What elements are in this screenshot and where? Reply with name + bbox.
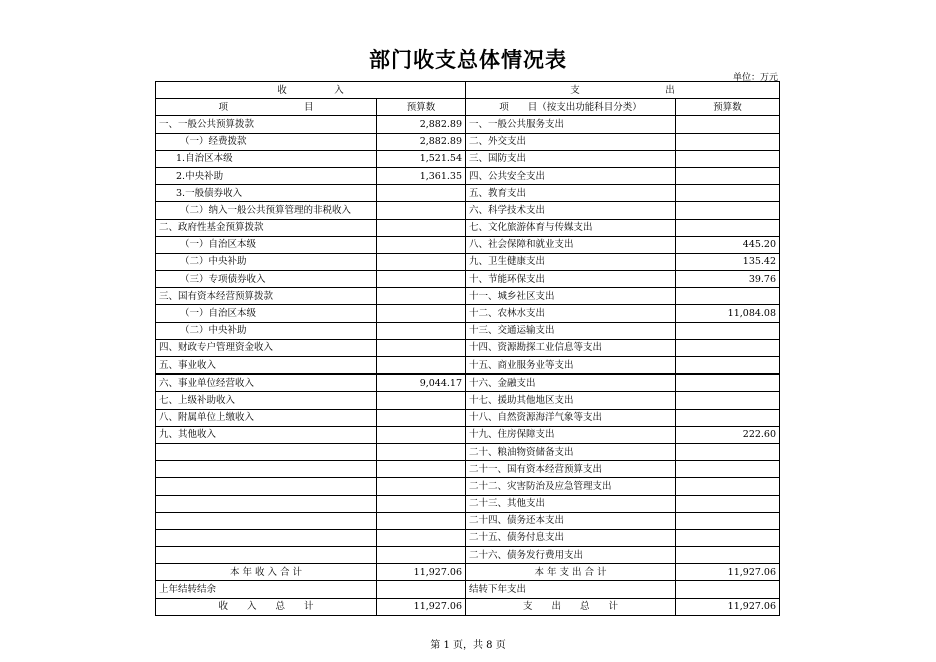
grand-total-row [156,598,780,615]
income-item [156,443,377,460]
expense-item: 二十三、其他支出 [466,495,676,512]
table-row [156,185,780,202]
table-row [156,253,780,270]
table-row [156,426,780,443]
expense-value [676,547,780,564]
income-value [377,305,466,322]
income-value [377,409,466,426]
table-row [156,133,780,150]
income-item [156,461,377,478]
income-item: （一）自治区本级 [156,305,377,322]
expense-header: 支 出 [466,82,780,99]
expense-item: 十一、城乡社区支出 [466,288,676,305]
page-title: 部门收支总体情况表 [369,47,567,72]
table-row [156,461,780,478]
income-item: （一）经费拨款 [156,133,377,150]
income-value [377,357,466,375]
expense-value: 39.76 [676,271,780,288]
income-item [156,495,377,512]
expense-year-total-label: 本 年 支 出 合 计 [466,564,676,581]
expense-item: 十五、商业服务业等支出 [466,357,676,375]
income-grand-total-value: 11,927.06 [377,598,466,615]
table-row [156,495,780,512]
expense-item: 十二、农林水支出 [466,305,676,322]
income-item: （二）中央补助 [156,322,377,339]
table-row [156,271,780,288]
income-item [156,512,377,529]
expense-value [676,409,780,426]
table-row [156,322,780,339]
table-row [156,167,780,184]
expense-value [676,512,780,529]
income-value [377,547,466,564]
table-row [156,202,780,219]
income-item: （一）自治区本级 [156,236,377,253]
table-row [156,374,780,392]
expense-item: 七、文化旅游体育与传媒支出 [466,219,676,236]
table-row [156,116,780,133]
expense-item: 二十四、债务还本支出 [466,512,676,529]
income-value [377,253,466,270]
budget-right-header: 预算数 [676,99,780,116]
expense-item: 六、科学技术支出 [466,202,676,219]
income-item: 2.中央补助 [156,167,377,184]
expense-item: 四、公共安全支出 [466,167,676,184]
expense-item: 二十、粮油物资储备支出 [466,443,676,460]
expense-value [676,322,780,339]
income-value [377,461,466,478]
table-row [156,305,780,322]
income-value [377,322,466,339]
header-row-columns [156,99,780,116]
table-row [156,339,780,356]
income-value [377,219,466,236]
expense-value [676,167,780,184]
income-item: 1.自治区本级 [156,150,377,167]
expense-grand-total-value: 11,927.06 [676,598,780,615]
income-value [377,339,466,356]
expense-value: 135.42 [676,253,780,270]
expense-item: 十七、援助其他地区支出 [466,392,676,409]
header-row-sections [156,82,780,99]
income-year-total-label: 本 年 收 入 合 计 [156,564,377,581]
expense-item: 十三、交通运输支出 [466,322,676,339]
income-value: 1,521.54 [377,150,466,167]
income-item [156,547,377,564]
item-right-header: 项 目（按支出功能科目分类） [466,99,676,116]
expense-value [676,374,780,392]
income-value [377,529,466,546]
expense-item: 九、卫生健康支出 [466,253,676,270]
expense-value [676,339,780,356]
table-row [156,357,780,375]
expense-value [676,133,780,150]
table-row [156,409,780,426]
expense-value [676,392,780,409]
unit-label: 单位：万元 [732,73,778,83]
expense-item: 二十六、债务发行费用支出 [466,547,676,564]
income-value [377,392,466,409]
expense-value [676,495,780,512]
table-row [156,443,780,460]
expense-item: 十六、金融支出 [466,374,676,392]
income-item: 八、附属单位上缴收入 [156,409,377,426]
income-item: 五、事业收入 [156,357,377,375]
expense-value [676,357,780,375]
income-value: 2,882.89 [377,133,466,150]
expense-value [676,202,780,219]
item-left-header: 项 目 [156,99,377,116]
expense-item: 二、外交支出 [466,133,676,150]
expense-item: 二十一、国有资本经营预算支出 [466,461,676,478]
expense-grand-total-label: 支 出 总 计 [466,598,676,615]
expense-item: 十八、自然资源海洋气象等支出 [466,409,676,426]
income-value [377,288,466,305]
income-value [377,478,466,495]
expense-value [676,150,780,167]
table-row [156,150,780,167]
expense-value [676,288,780,305]
income-value [377,236,466,253]
income-value [377,271,466,288]
income-item: （二）中央补助 [156,253,377,270]
table-row [156,236,780,253]
income-value [377,443,466,460]
income-item [156,478,377,495]
income-value: 1,361.35 [377,167,466,184]
expense-value [676,219,780,236]
expense-value [676,116,780,133]
income-item: 九、其他收入 [156,426,377,443]
expense-value: 11,084.08 [676,305,780,322]
income-item: 六、事业单位经营收入 [156,374,377,392]
expense-value [676,478,780,495]
expense-value [676,529,780,546]
expense-item: 二十二、灾害防治及应急管理支出 [466,478,676,495]
carry-row [156,581,780,598]
budget-table [155,81,780,616]
table-row [156,392,780,409]
income-value [377,512,466,529]
income-year-total-value: 11,927.06 [377,564,466,581]
income-value: 2,882.89 [377,116,466,133]
income-header: 收 入 [156,82,466,99]
income-item: （三）专项债券收入 [156,271,377,288]
expense-item: 十九、住房保障支出 [466,426,676,443]
income-value [377,495,466,512]
income-value [377,185,466,202]
income-value [377,426,466,443]
expense-value [676,461,780,478]
carry-out-value [676,581,780,598]
table-row [156,288,780,305]
income-value: 9,044.17 [377,374,466,392]
expense-item: 一、一般公共服务支出 [466,116,676,133]
carry-in-value [377,581,466,598]
expense-item: 十四、资源勘探工业信息等支出 [466,339,676,356]
table-row [156,512,780,529]
carry-in-label: 上年结转结余 [156,581,377,598]
income-item: 3.一般债券收入 [156,185,377,202]
table-row [156,547,780,564]
expense-year-total-value: 11,927.06 [676,564,780,581]
expense-item: 十、节能环保支出 [466,271,676,288]
income-item: 三、国有资本经营预算拨款 [156,288,377,305]
income-item [156,529,377,546]
budget-left-header: 预算数 [377,99,466,116]
income-item: 一、一般公共预算拨款 [156,116,377,133]
table-row [156,529,780,546]
income-item: （二）纳入一般公共预算管理的非税收入 [156,202,377,219]
expense-item: 二十五、债务付息支出 [466,529,676,546]
income-item: 二、政府性基金预算拨款 [156,219,377,236]
expense-value [676,185,780,202]
income-item: 七、上级补助收入 [156,392,377,409]
income-grand-total-label: 收 入 总 计 [156,598,377,615]
income-item: 四、财政专户管理资金收入 [156,339,377,356]
table-row [156,219,780,236]
expense-value: 445.20 [676,236,780,253]
expense-value [676,443,780,460]
expense-value: 222.60 [676,426,780,443]
expense-item: 三、国防支出 [466,150,676,167]
table-row [156,478,780,495]
carry-out-label: 结转下年支出 [466,581,676,598]
expense-item: 五、教育支出 [466,185,676,202]
page-footer: 第 1 页，共 8 页 [430,640,506,651]
income-value [377,202,466,219]
year-total-row [156,564,780,581]
expense-item: 八、社会保障和就业支出 [466,236,676,253]
